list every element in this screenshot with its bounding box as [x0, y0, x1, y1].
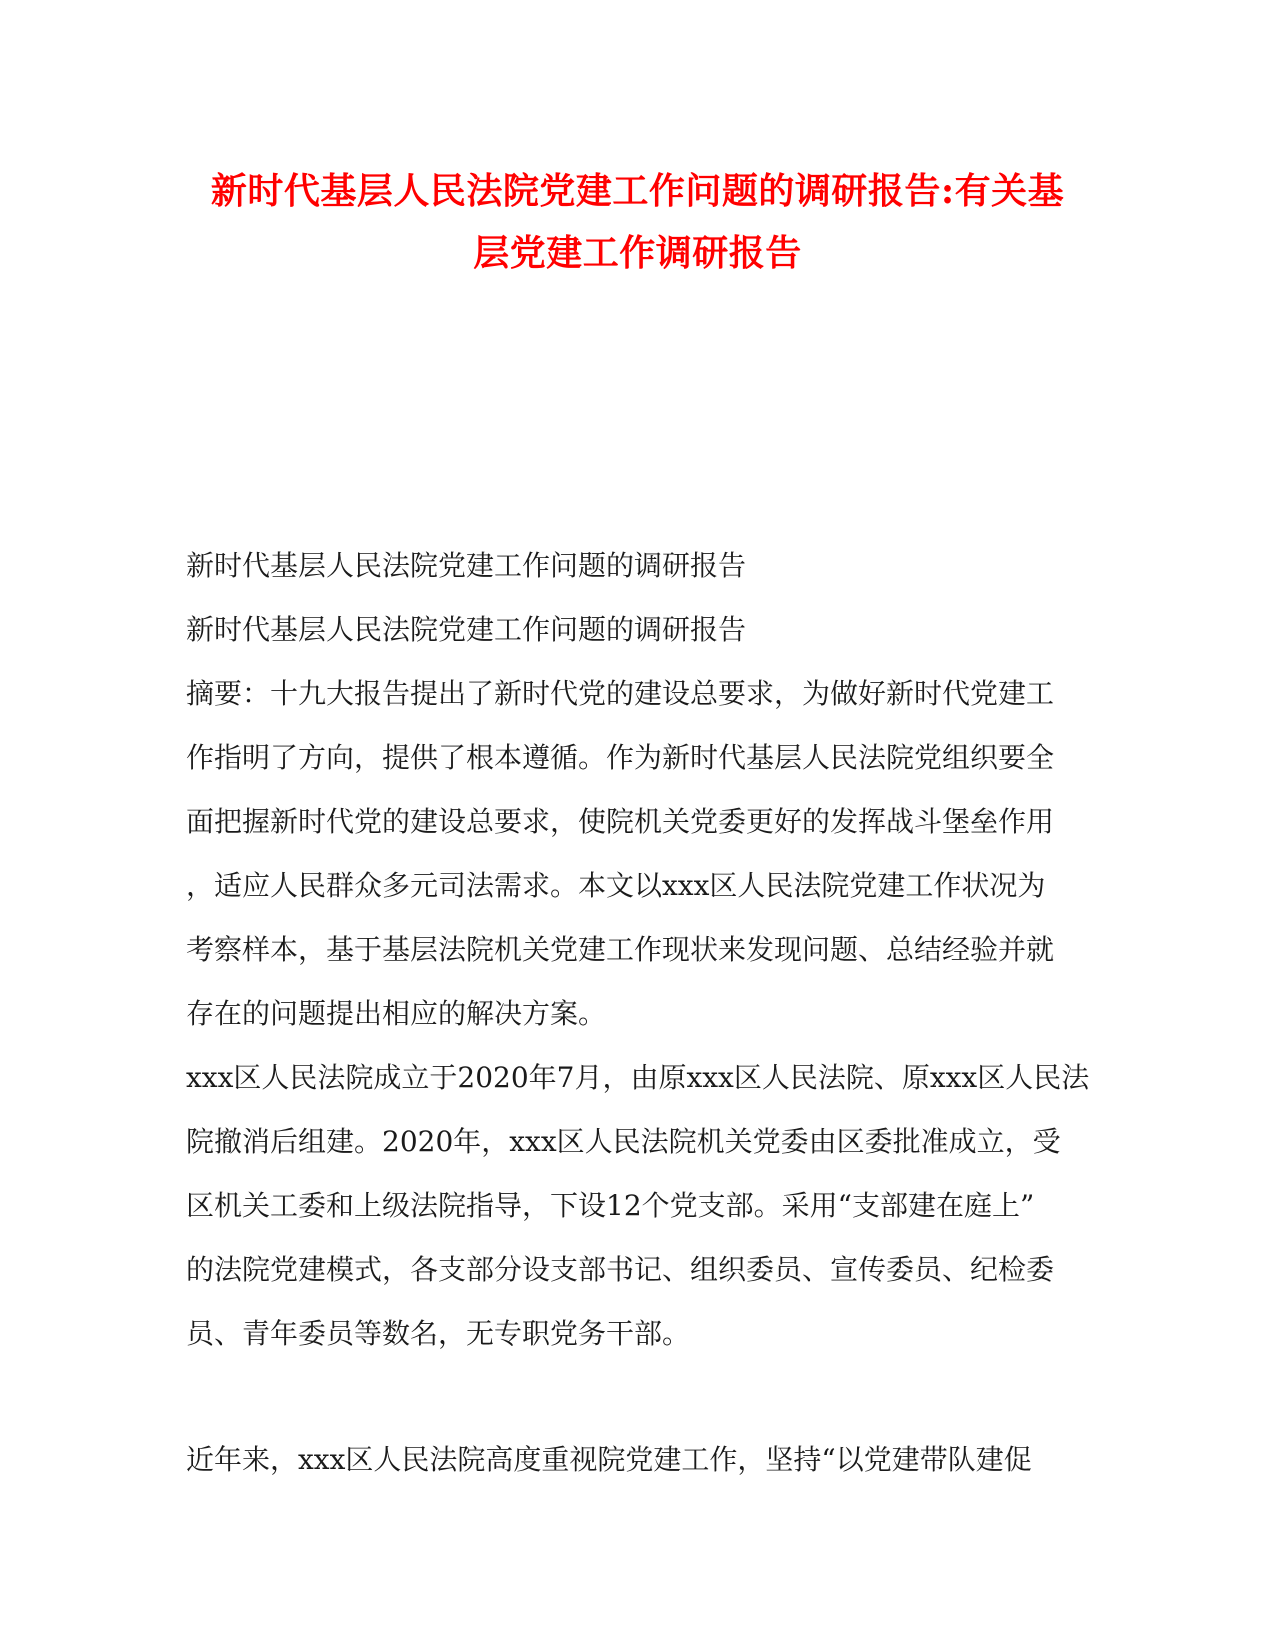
abstract-line: 面把握新时代党的建设总要求，使院机关党委更好的发挥战斗堡垒作用	[186, 805, 1055, 838]
document-body	[186, 534, 1091, 1492]
report-subheading: 新时代基层人民法院党建工作问题的调研报告	[186, 613, 747, 646]
abstract-line: 摘要：十九大报告提出了新时代党的建设总要求，为做好新时代党建工	[186, 677, 1055, 710]
paragraph-line: 区机关工委和上级法院指导，下设12个党支部。采用“支部建在庭上”	[186, 1189, 1035, 1222]
abstract-line: 存在的问题提出相应的解决方案。	[186, 997, 607, 1030]
abstract-line: 作指明了方向，提供了根本遵循。作为新时代基层人民法院党组织要全	[186, 741, 1055, 774]
paragraph-line: 员、青年委员等数名，无专职党务干部。	[186, 1317, 691, 1350]
abstract-line: 考察样本，基于基层法院机关党建工作现状来发现问题、总结经验并就	[186, 933, 1055, 966]
title-line-2: 层党建工作调研报告	[473, 232, 802, 274]
document-title	[160, 160, 1115, 284]
report-heading: 新时代基层人民法院党建工作问题的调研报告	[186, 549, 747, 582]
paragraph-line: 的法院党建模式，各支部分设支部书记、组织委员、宣传委员、纪检委	[186, 1253, 1055, 1286]
abstract-line: ，适应人民群众多元司法需求。本文以xxx区人民法院党建工作状况为	[186, 869, 1046, 902]
title-line-1: 新时代基层人民法院党建工作问题的调研报告:有关基	[210, 170, 1065, 212]
paragraph-line: 院撤消后组建。2020年，xxx区人民法院机关党委由区委批准成立，受	[186, 1125, 1061, 1158]
paragraph-line: 近年来，xxx区人民法院高度重视院党建工作，坚持“以党建带队建促	[186, 1443, 1032, 1476]
paragraph-spacer	[186, 1366, 1091, 1428]
paragraph-line: xxx区人民法院成立于2020年7月，由原xxx区人民法院、原xxx区人民法	[186, 1061, 1090, 1094]
